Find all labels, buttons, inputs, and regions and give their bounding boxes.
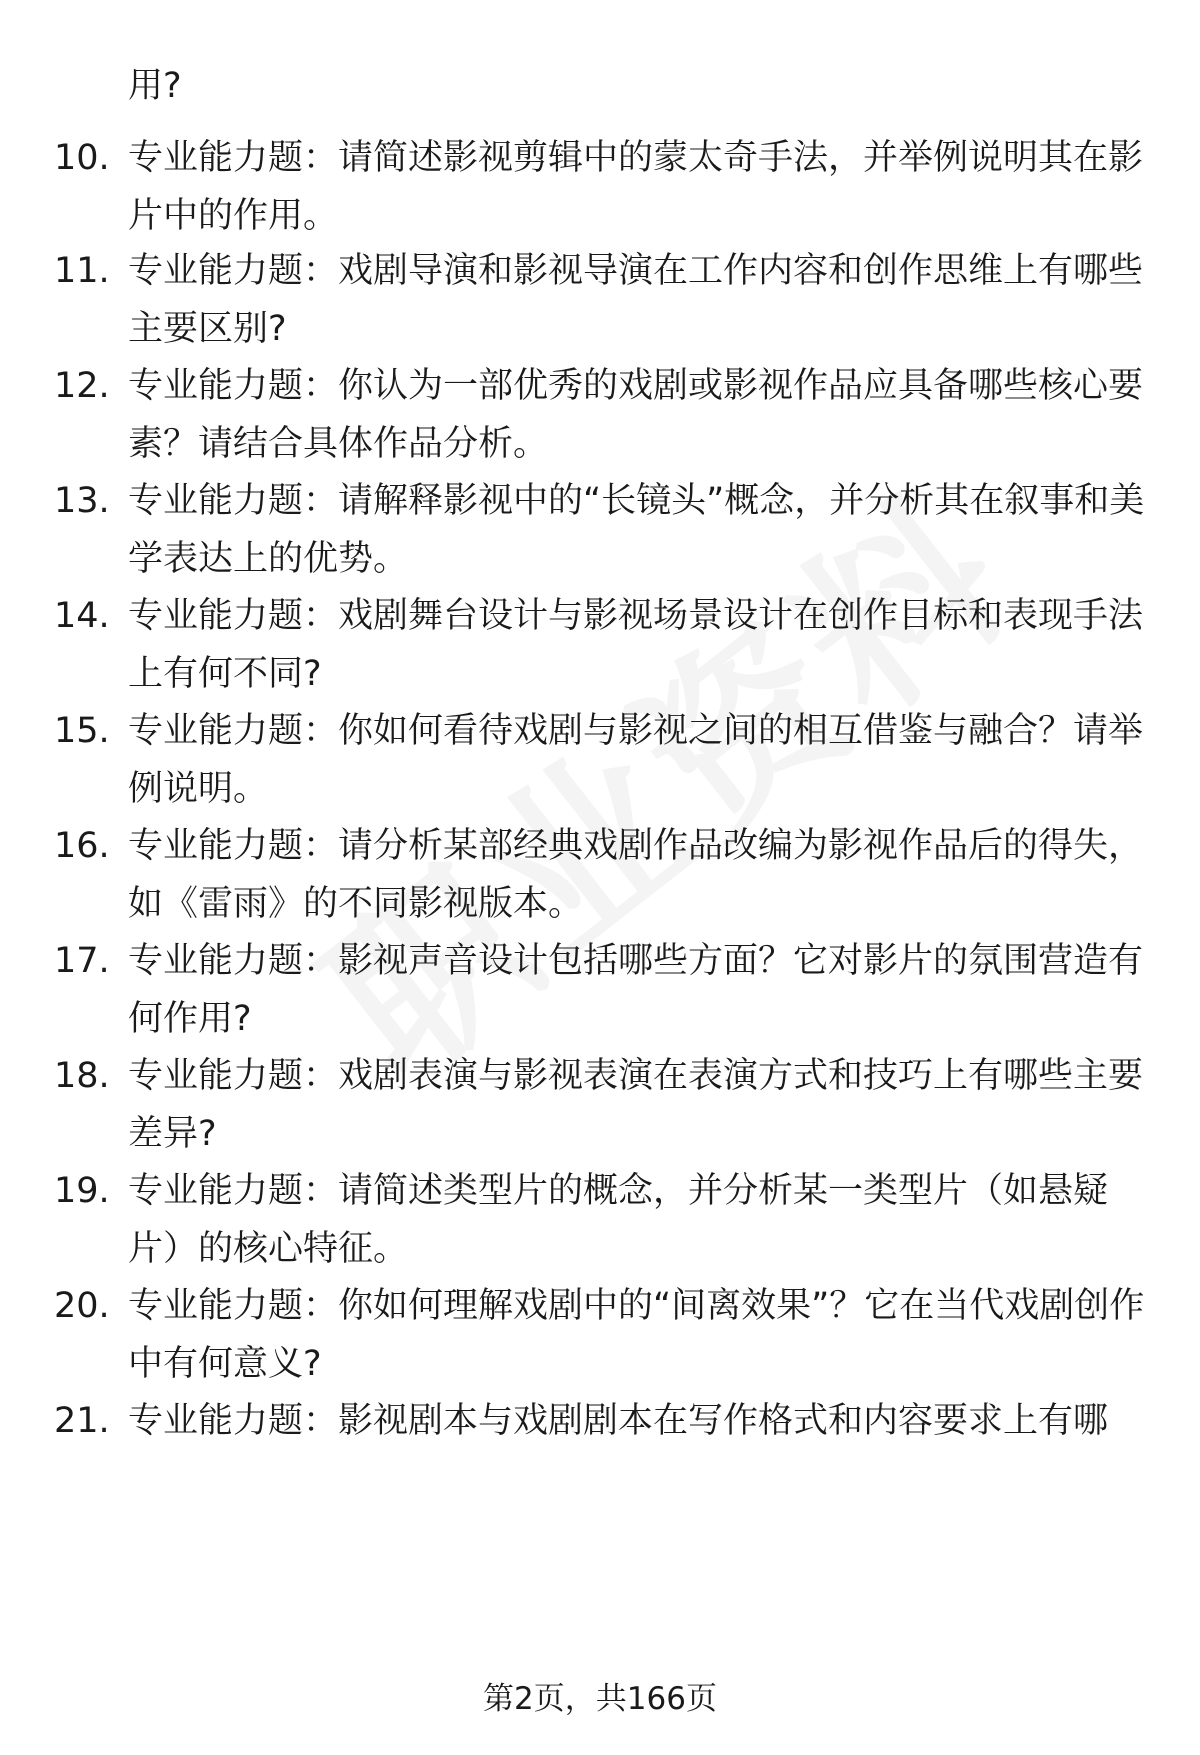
item-number: 18. <box>54 1056 110 1096</box>
item-text: 专业能力题：你如何理解戏剧中的“间离效果”？它在当代戏剧创作中有何意义? <box>128 1286 1145 1384</box>
item-text: 专业能力题：影视剧本与戏剧剧本在写作格式和内容要求上有哪 <box>128 1401 1109 1441</box>
list-item <box>0 242 1200 352</box>
page-footer: 第2页，共166页 <box>483 1681 717 1717</box>
item-number: 14. <box>54 596 110 636</box>
list-item <box>0 1392 1200 1452</box>
item-text: 专业能力题：你认为一部优秀的戏剧或影视作品应具备哪些核心要素？请结合具体作品分析。 <box>128 366 1144 464</box>
item-number: 17. <box>54 941 110 981</box>
list-item <box>0 702 1200 812</box>
item-text: 专业能力题：请简述类型片的概念，并分析某一类型片（如悬疑片）的核心特征。 <box>128 1171 1109 1269</box>
list-item <box>0 1047 1200 1157</box>
list-item <box>0 932 1200 1042</box>
item-text: 专业能力题：戏剧舞台设计与影视场景设计在创作目标和表现手法上有何不同? <box>128 596 1144 694</box>
item-number: 21. <box>54 1401 110 1441</box>
item-number: 15. <box>54 711 110 751</box>
item-text: 专业能力题：戏剧导演和影视导演在工作内容和创作思维上有哪些主要区别? <box>128 251 1144 349</box>
list-item <box>0 1162 1200 1272</box>
list-item <box>0 587 1200 697</box>
list-item <box>0 472 1200 582</box>
item-text: 专业能力题：你如何看待戏剧与影视之间的相互借鉴与融合？请举例说明。 <box>128 711 1144 809</box>
item-number: 19. <box>54 1171 110 1211</box>
list-item <box>0 817 1200 927</box>
item-text: 专业能力题：请分析某部经典戏剧作品改编为影视作品后的得失，如《雷雨》的不同影视版本。 <box>128 826 1144 924</box>
item-number: 12. <box>54 366 110 406</box>
continuation-text: 用? <box>128 66 182 106</box>
list-item <box>0 357 1200 467</box>
item-text: 专业能力题：请简述影视剪辑中的蒙太奇手法，并举例说明其在影片中的作用。 <box>128 138 1144 236</box>
item-text: 专业能力题：影视声音设计包括哪些方面？它对影片的氛围营造有何作用? <box>128 941 1144 1039</box>
item-number: 20. <box>54 1286 110 1326</box>
item-number: 13. <box>54 481 110 521</box>
item-number: 16. <box>54 826 110 866</box>
item-number: 10. <box>54 138 110 178</box>
item-text: 专业能力题：戏剧表演与影视表演在表演方式和技巧上有哪些主要差异? <box>128 1056 1144 1154</box>
item-number: 11. <box>54 251 110 291</box>
list-item <box>0 129 1200 239</box>
list-item <box>0 1277 1200 1387</box>
item-text: 专业能力题：请解释影视中的“长镜头”概念，并分析其在叙事和美学表达上的优势。 <box>128 481 1145 579</box>
